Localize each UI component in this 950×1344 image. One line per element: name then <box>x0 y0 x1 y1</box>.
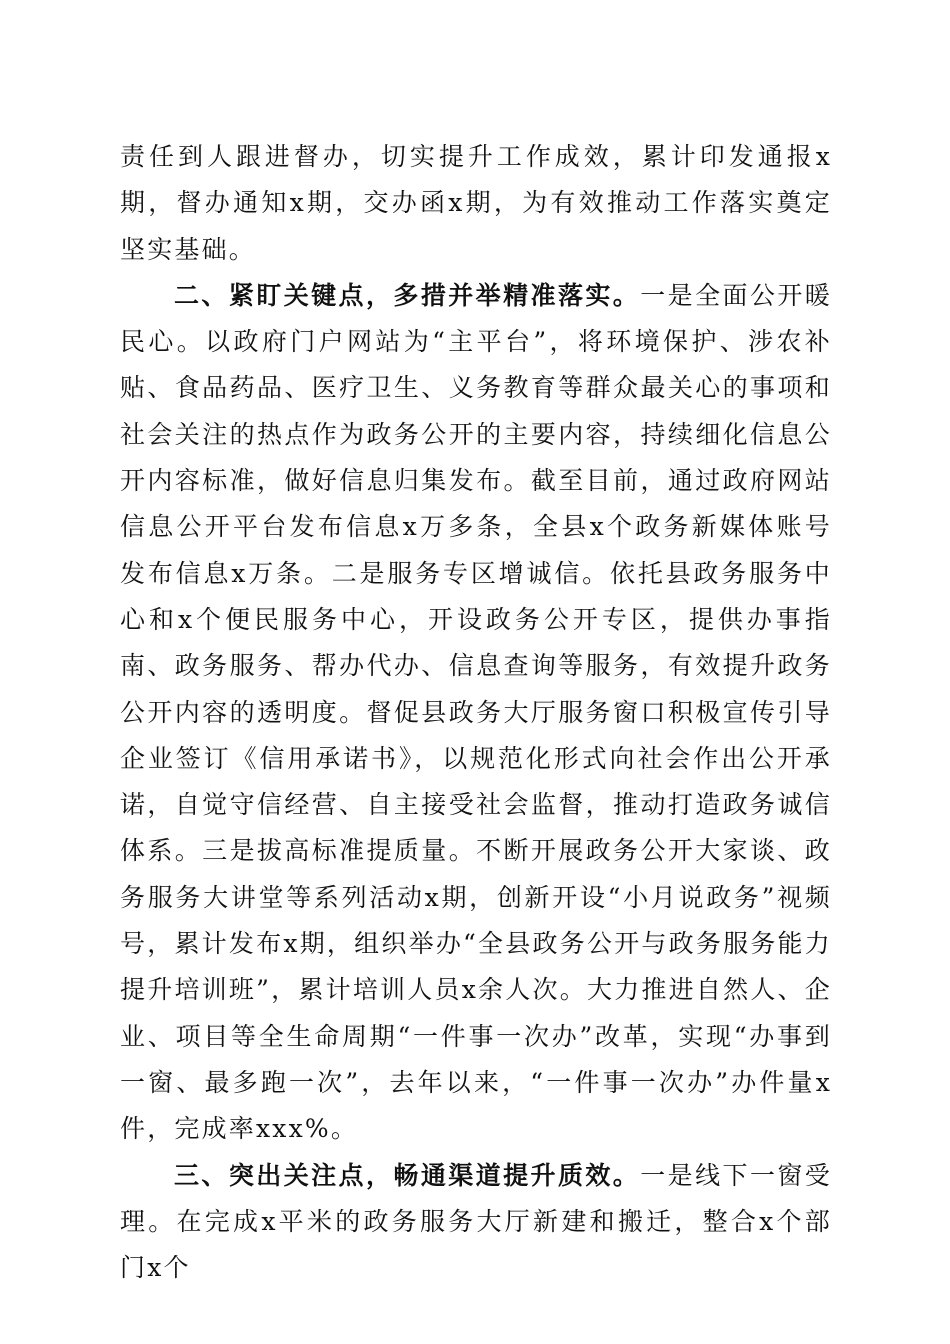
paragraph-body: 一是全面公开暖民心。以政府门户网站为“主平台”，将环境保护、涉农补贴、食品药品、医疗卫生、义务教育等群众最关心的事项和社会关注的热点作为政务公开的主要内容，持续细化信息公开内容标准，做好信息归集发布。截至目前，通过政府网站信息公开平台发布信息x万多条，全县x个政务新媒体账号发布信息x万条。二是服务专区增诚信。依托县政务服务中心和x个便民服务中心，开设政务公开专区，提供办事指南、政务服务、帮办代办、信息查询等服务，有效提升政务公开内容的透明度。督促县政务大厅服务窗口积极宣传引导企业签订《信用承诺书》，以规范化形式向社会作出公开承诺，自觉守信经营、自主接受社会监督，推动打造政务诚信体系。三是拔高标准提质量。不断开展政务公开大家谈、政务服务大讲堂等系列活动x期，创新开设“小月说政务”视频号，累计发布x期，组织举办“全县政务公开与政务服务能力提升培训班”，累计培训人员x余人次。大力推进自然人、企业、项目等全生命周期“一件事一次办”改革，实现“办事到一窗、最多跑一次”，去年以来，“一件事一次办”办件量x件，完成率xxx%。 <box>120 280 833 1144</box>
section-heading: 二、紧盯关键点，多措并举精准落实。 <box>174 280 641 310</box>
paragraph-body: 一是线下一窗受理。在完成x平米的政务服务大厅新建和搬迁，整合x个部门x个 <box>120 1160 833 1283</box>
section-heading: 三、突出关注点，畅通渠道提升质效。 <box>174 1160 641 1190</box>
paragraph-continuation <box>120 134 832 273</box>
paragraph-body: 责任到人跟进督办，切实提升工作成效，累计印发通报x期，督办通知x期，交办函x期，为有效推动工作落实奠定坚实基础。 <box>120 142 832 264</box>
paragraph-section-three <box>120 1153 832 1292</box>
body-text <box>120 134 832 1291</box>
paragraph-section-two <box>120 273 832 1153</box>
